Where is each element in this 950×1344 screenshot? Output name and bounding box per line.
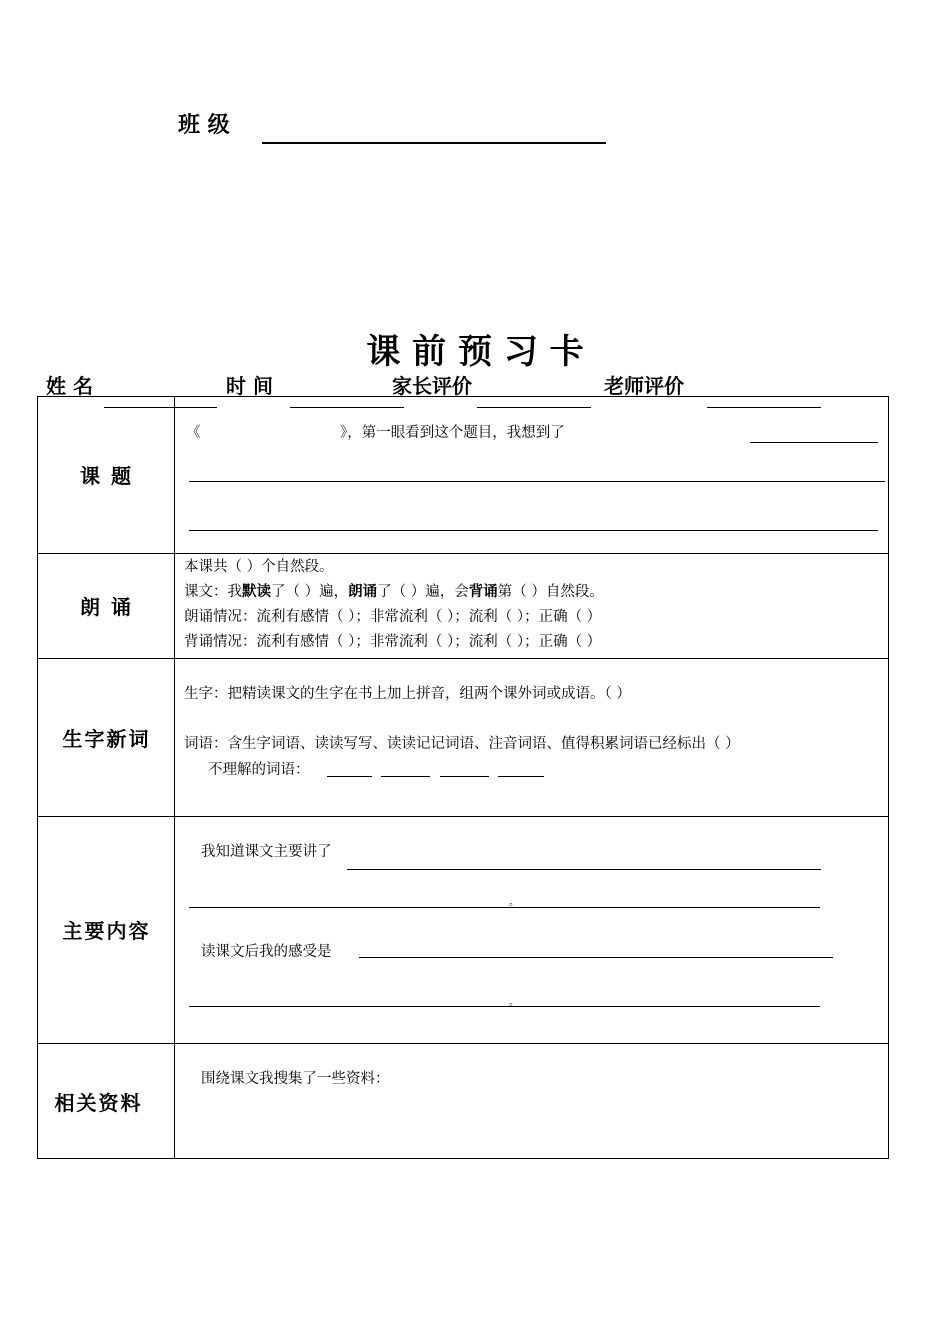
unknown-word-line-2[interactable] xyxy=(381,776,430,777)
topic-prompt: 》，第一眼看到这个题目，我想到了 xyxy=(340,425,565,441)
unknown-words-text: 不理解的词语： xyxy=(208,762,310,778)
unknown-word-line-4[interactable] xyxy=(498,776,544,777)
topic-answer-line-1[interactable] xyxy=(189,481,885,482)
parent-review-label: 家长评价 xyxy=(392,374,472,398)
main-idea-line-2[interactable] xyxy=(189,907,820,908)
main-idea-prompt: 我知道课文主要讲了 xyxy=(201,844,332,860)
reading-label: 朗 诵 xyxy=(80,595,133,619)
feelings-prompt: 读课文后我的感受是 xyxy=(201,944,332,960)
topic-open-quote: 《 xyxy=(186,425,201,441)
resources-label: 相关资料 xyxy=(54,1090,143,1115)
resources-prompt: 围绕课文我搜集了一些资料： xyxy=(201,1071,390,1087)
paragraph-count-text: 本课共（ ）个自然段。 xyxy=(184,559,334,575)
name-field-label: 姓 名 xyxy=(46,374,93,398)
topic-title-input-line[interactable] xyxy=(750,442,878,443)
main-idea-line-1[interactable] xyxy=(347,869,821,870)
topic-answer-line-2[interactable] xyxy=(189,530,878,531)
feelings-line-2[interactable] xyxy=(189,1006,820,1007)
new-characters-text: 生字：把精读课文的生字在书上加上拼音，组两个课外词或成语。（ ） xyxy=(184,686,631,702)
class-input-line[interactable] xyxy=(262,142,606,144)
unknown-word-line-1[interactable] xyxy=(327,776,372,777)
memorization-quality-text: 背诵情况：流利有感情（ ）；非常流利（ ）；流利（ ）；正确（ ） xyxy=(184,634,602,650)
vocab-label: 生字新词 xyxy=(62,726,151,751)
reading-times-text: 课文：我默读了（ ）遍，朗诵了（ ）遍，会背诵第（ ）自然段。 xyxy=(184,583,604,600)
time-field-label: 时 间 xyxy=(226,374,273,398)
feelings-period: 。 xyxy=(509,997,519,1008)
content-label: 主要内容 xyxy=(62,919,151,943)
page-title: 课 前 预 习 卡 xyxy=(366,332,584,372)
main-idea-period: 。 xyxy=(509,897,519,908)
feelings-line-1[interactable] xyxy=(359,957,833,958)
topic-label: 课 题 xyxy=(80,464,133,488)
recitation-quality-text: 朗诵情况：流利有感情（ ）；非常流利（ ）；流利（ ）；正确（ ） xyxy=(184,609,602,625)
class-label: 班 级 xyxy=(178,113,230,138)
unknown-word-line-3[interactable] xyxy=(440,776,489,777)
vocabulary-text: 词语：含生字词语、读读写写、读读记记词语、注音词语、值得积累词语已经标出（ ） xyxy=(184,736,740,752)
teacher-review-label: 老师评价 xyxy=(604,374,684,398)
